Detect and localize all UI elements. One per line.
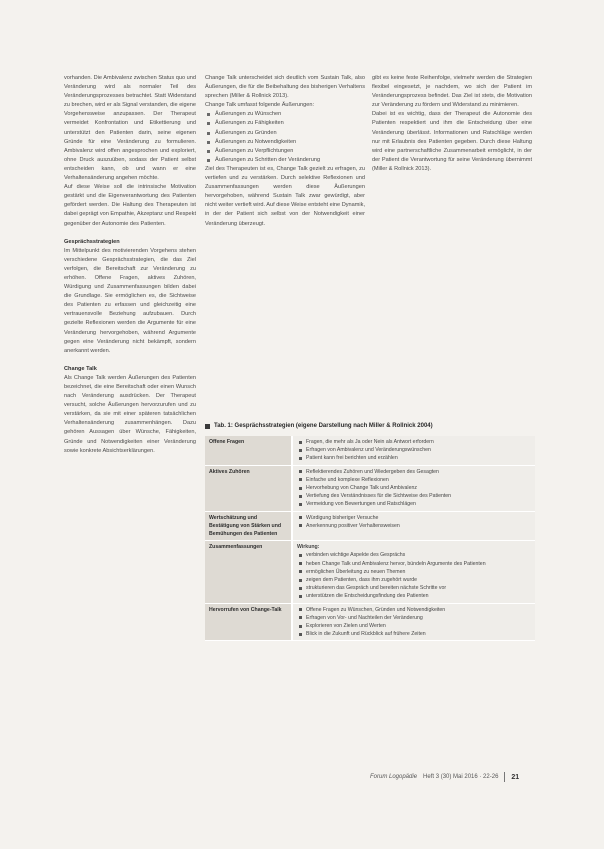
strategy-table xyxy=(205,436,535,641)
paragraph: Change Talk umfasst folgende Äußerungen: xyxy=(205,102,315,109)
list-item: ermöglichen Überleitung zu neuen Themen xyxy=(306,568,531,576)
list-item: Äußerungen zu Notwendigkeiten xyxy=(215,138,365,147)
table-row xyxy=(205,541,535,603)
text-column-2 xyxy=(205,74,365,424)
list-item: unterstützen die Entscheidungsfindung des Patienten xyxy=(306,592,531,600)
strategy-cell: Zusammenfassungen xyxy=(205,541,292,603)
items-cell xyxy=(292,436,535,465)
paragraph: Ziel des Therapeuten ist es, Change Talk gezielt zu erfragen, zu vertiefen und zu verstärken. Durch selektive Reflexionen und Zusammenfassungen werden diese Äußerungen hervorgehoben, während Sustain Talk zwar gewürdigt, aber nicht weiter vertieft wird. Auf diese Weise entsteht eine Dynamik, in der der Patient sich selbst von der Notwendigkeit einer Veränderung überzeugt. xyxy=(205,165,365,227)
list-item: zeigen dem Patienten, dass ihm zugehört wurde xyxy=(306,576,531,584)
paragraph: Als Change Talk werden Äußerungen des Patienten bezeichnet, die eine Bereitschaft oder einen Wunsch nach Veränderung ausdrücken. Der Therapeut versucht, solche Äußerungen hervorzurufen und zu verstärken, da sie mit einer späteren tatsächlichen Verhaltensänderung zusammenhängen. Dazu gehören Aussagen über Wünsche, Fähigkeiten, Gründe und Notwendigkeiten einer Veränderung sowie konkrete Absichtserklärungen. xyxy=(64,374,196,454)
list-item: Reflektierendes Zuhören und Wiedergeben des Gesagten xyxy=(306,468,531,476)
list-item: Äußerungen zu Gründen xyxy=(215,129,365,138)
paragraph: Change Talk unterscheidet sich deutlich vom Sustain Talk, also Äußerungen, die für die Beibehaltung des bisherigen Verhaltens sprechen (Miller & Rollnick 2013). xyxy=(205,75,365,100)
issue-info: Heft 3 (30) Mai 2016 · 22-26 xyxy=(423,774,499,780)
list-item: Offene Fragen zu Wünschen, Gründen und Notwendigkeiten xyxy=(306,606,531,614)
list-item: Äußerungen zu Schritten der Veränderung xyxy=(215,156,365,165)
text-column-3 xyxy=(372,74,532,344)
items-cell xyxy=(292,465,535,511)
table-title-text: Tab. 1: Gesprächsstrategien (eigene Darstellung nach Miller & Rollnick 2004) xyxy=(214,423,433,429)
table-row xyxy=(205,436,535,465)
table-row xyxy=(205,603,535,641)
list-item: Patient kann frei berichten und erzählen xyxy=(306,454,531,462)
square-bullet-icon xyxy=(205,424,210,429)
strategy-cell: Hervorrufen von Change-Talk xyxy=(205,603,292,641)
paragraph: Im Mittelpunkt des motivierenden Vorgehens stehen verschiedene Gesprächsstrategien, die das Ziel verfolgen, die Bereitschaft zur Veränderung zu erhöhen. Offene Fragen, aktives Zuhören, Würdigung und Zusammenfassungen bilden dabei die Grundlage. Sie ermöglichen es, die Sichtweise des Patienten zu erfassen und gleichzeitig eine vertrauensvolle Beziehung aufzubauen. Durch gezielte Reflexionen werden die Argumente für eine Veränderung hervorgehoben, während Argumente gegen eine Veränderung nicht bekämpft, sondern anerkannt werden. xyxy=(64,247,196,354)
items-cell xyxy=(292,541,535,603)
list-item: heben Change Talk und Ambivalenz hervor, bündeln Argumente des Patienten xyxy=(306,560,531,568)
page-footer xyxy=(370,772,540,782)
section-heading-strategies: Gesprächsstrategien xyxy=(64,238,120,245)
text-column-1 xyxy=(64,74,196,844)
list-item: Äußerungen zu Fähigkeiten xyxy=(215,119,365,128)
table-row xyxy=(205,511,535,541)
paragraph: Dabei ist es wichtig, dass der Therapeut die Autonomie des Patienten respektiert und ihm die Entscheidung über eine Veränderung überlässt. Informationen und Ratschläge werden nur mit Erlaubnis des Patienten gegeben. Durch diese Haltung wird eine partnerschaftliche Zusammenarbeit ermöglicht, in der der Patient die Verantwortung für seine Veränderung übernimmt (Miller & Rollnick 2013). xyxy=(372,111,532,172)
list-item: verbinden wichtige Aspekte des Gesprächs xyxy=(306,551,531,559)
effect-label: Wirkung: xyxy=(297,544,320,551)
list-item: Äußerungen zu Verpflichtungen xyxy=(215,147,365,156)
table-title xyxy=(205,423,535,429)
list-item: Erfragen von Vor- und Nachteilen der Veränderung xyxy=(306,614,531,622)
list-item: Blick in die Zukunft und Rückblick auf frühere Zeiten xyxy=(306,630,531,638)
list-item: Anerkennung positiver Verhaltensweisen xyxy=(306,522,531,530)
items-cell xyxy=(292,511,535,541)
paragraph: gibt es keine feste Reihenfolge, vielmehr werden die Strategien flexibel eingesetzt, je nachdem, wo sich der Patient im Veränderungsprozess befindet. Das Ziel ist stets, die Motivation zur Veränderung zu fördern und Widerstand zu minimieren. xyxy=(372,75,532,109)
table-row xyxy=(205,465,535,511)
footer-divider xyxy=(504,772,505,782)
list-item: Einfache und komplexe Reflexionen xyxy=(306,476,531,484)
strategy-cell: Offene Fragen xyxy=(205,436,292,465)
strategy-cell: Aktives Zuhören xyxy=(205,465,292,511)
list-item: strukturieren das Gespräch und bereiten nächste Schritte vor xyxy=(306,584,531,592)
paragraph: Auf diese Weise soll die intrinsische Motivation gestärkt und die Eigenverantwortung des Patienten gefördert werden. Die Haltung des Therapeuten ist dabei geprägt von Empathie, Akzeptanz und Respekt gegenüber der Autonomie des Patienten. xyxy=(64,184,196,227)
list-item: Würdigung bisheriger Versuche xyxy=(306,514,531,522)
list-item: Hervorhebung von Change Talk und Ambivalenz xyxy=(306,484,531,492)
paragraph: vorhanden. Die Ambivalenz zwischen Status quo und Veränderung wird als normaler Teil des Veränderungsprozesses betrachtet. Statt Widerstand zu brechen, wird er als Signal verstanden, die eigene Vorgehensweise anzupassen. Der Therapeut vermeidet Konfrontation und Etikettierung und unterstützt den Patienten darin, seine eigenen Gründe für eine Veränderung zu formulieren. Ambivalenz wird offen angesprochen und exploriert, ohne Druck auszuüben, sodass der Patient selbst entscheiden kann, ob und wann er eine Verhaltensänderung angehen möchte. xyxy=(64,75,196,182)
list-item: Explorieren von Zielen und Werten xyxy=(306,622,531,630)
page-number: 21 xyxy=(511,773,520,781)
list-item: Äußerungen zu Wünschen xyxy=(215,110,365,119)
list-item: Vermeidung von Bewertungen und Ratschlägen xyxy=(306,500,531,508)
change-talk-list xyxy=(205,110,365,165)
journal-name: Forum Logopädie xyxy=(370,774,418,780)
items-cell xyxy=(292,603,535,641)
list-item: Vertiefung des Verständnisses für die Sichtweise des Patienten xyxy=(306,492,531,500)
list-item: Erfragen von Ambivalenz und Veränderungswünschen xyxy=(306,446,531,454)
section-heading-change-talk: Change Talk xyxy=(64,365,97,372)
list-item: Fragen, die mehr als Ja oder Nein als Antwort erfordern xyxy=(306,438,531,446)
strategy-cell: Wertschätzung und Bestätigung von Stärken und Bemühungen des Patienten xyxy=(205,511,292,541)
